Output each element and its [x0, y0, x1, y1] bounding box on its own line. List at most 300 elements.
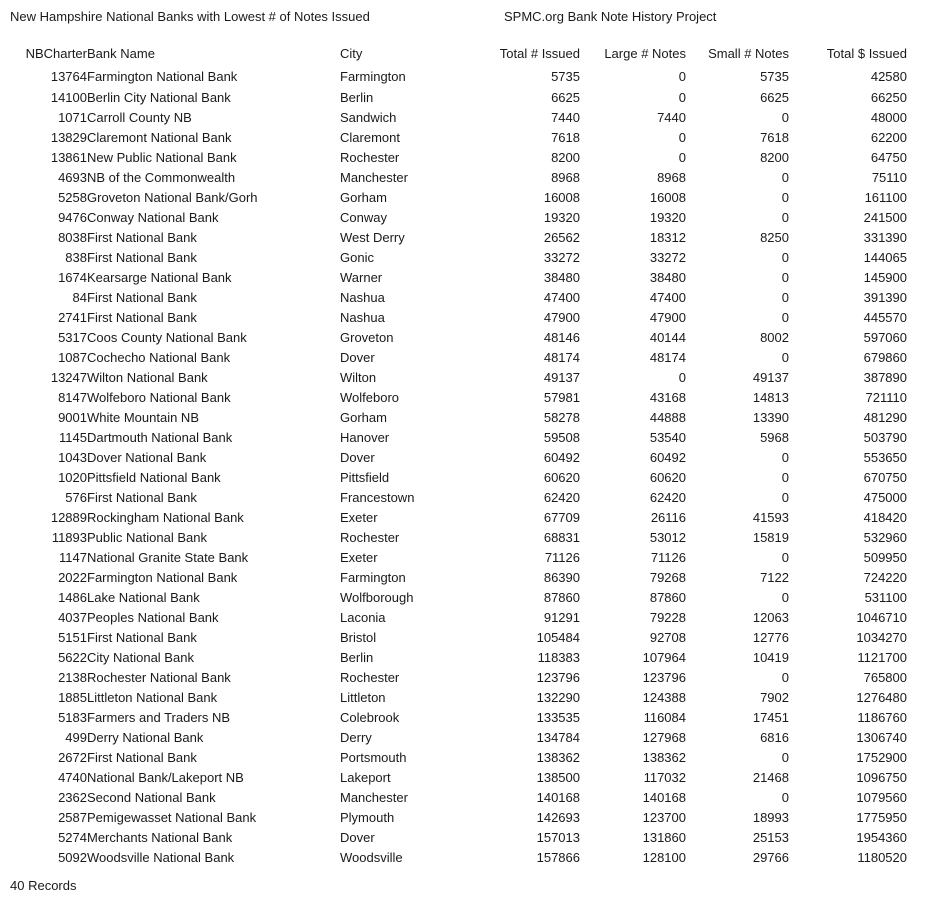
cell-small: 0	[781, 210, 789, 225]
cell-city: Gonic	[340, 250, 374, 265]
cell-charter: 5317	[58, 330, 87, 345]
cell-small: 0	[781, 790, 789, 805]
cell-large: 128100	[642, 850, 686, 865]
cell-charter: 838	[65, 250, 87, 265]
cell-small: 12063	[752, 610, 789, 625]
cell-large: 138362	[642, 750, 686, 765]
cell-large: 47900	[649, 310, 686, 325]
column-header-bank-name[interactable]: Bank Name	[87, 46, 155, 61]
cell-dollar: 62200	[870, 130, 907, 145]
cell-bank: Rochester National Bank	[87, 670, 231, 685]
cell-large: 7440	[657, 110, 686, 125]
cell-dollar: 1079560	[856, 790, 907, 805]
cell-small: 0	[781, 750, 789, 765]
cell-charter: 2362	[58, 790, 87, 805]
cell-total: 132290	[536, 690, 580, 705]
table-row[interactable]	[0, 808, 930, 828]
cell-large: 0	[678, 69, 686, 84]
cell-charter: 13829	[50, 130, 87, 145]
cell-dollar: 66250	[870, 90, 907, 105]
cell-small: 0	[781, 110, 789, 125]
cell-charter: 1043	[58, 450, 87, 465]
table-row[interactable]	[0, 528, 930, 548]
cell-city: Lakeport	[340, 770, 391, 785]
cell-total: 68831	[543, 530, 580, 545]
table-row[interactable]	[0, 308, 930, 328]
cell-spacer	[907, 268, 930, 288]
cell-dollar: 387890	[863, 370, 907, 385]
column-header-small-notes[interactable]: Small # Notes	[708, 46, 789, 61]
table-row[interactable]	[0, 768, 930, 788]
cell-total: 87860	[543, 590, 580, 605]
cell-charter: 576	[65, 490, 87, 505]
cell-spacer	[907, 168, 930, 188]
cell-bank: First National Bank	[87, 290, 197, 305]
cell-large: 53540	[649, 430, 686, 445]
table-row[interactable]	[0, 348, 930, 368]
cell-small: 10419	[752, 650, 789, 665]
cell-city: Berlin	[340, 90, 374, 105]
cell-total: 133535	[536, 710, 580, 725]
cell-total: 33272	[543, 250, 580, 265]
cell-large: 0	[678, 150, 686, 165]
cell-charter: 499	[65, 730, 87, 745]
cell-city: Exeter	[340, 510, 378, 525]
cell-small: 29766	[752, 850, 789, 865]
cell-small: 12776	[752, 630, 789, 645]
cell-total: 71126	[544, 550, 580, 565]
cell-small: 5735	[760, 69, 789, 84]
cell-dollar: 161100	[864, 190, 907, 205]
cell-spacer	[907, 708, 930, 728]
cell-city: Nashua	[340, 310, 385, 325]
cell-spacer	[907, 768, 930, 788]
cell-dollar: 531100	[864, 590, 907, 605]
cell-spacer	[907, 508, 930, 528]
cell-large: 131860	[642, 830, 686, 845]
cell-large: 87860	[649, 590, 686, 605]
cell-dollar: 1034270	[856, 630, 907, 645]
report-header	[0, 8, 930, 30]
cell-bank: Public National Bank	[87, 530, 207, 545]
cell-city: Gorham	[340, 410, 387, 425]
cell-bank: Derry National Bank	[87, 730, 204, 745]
cell-city: Francestown	[340, 490, 415, 505]
cell-bank: Dartmouth National Bank	[87, 430, 233, 445]
cell-charter: 2741	[58, 310, 87, 325]
cell-spacer	[907, 488, 930, 508]
table-row[interactable]	[0, 668, 930, 688]
cell-charter: 13764	[50, 69, 87, 84]
cell-dollar: 509950	[863, 550, 907, 565]
cell-charter: 5151	[58, 630, 87, 645]
cell-total: 57981	[543, 390, 580, 405]
cell-dollar: 1954360	[856, 830, 907, 845]
cell-city: Exeter	[340, 550, 378, 565]
cell-city: Colebrook	[340, 710, 400, 725]
cell-total: 26562	[543, 230, 580, 245]
table-row[interactable]	[0, 508, 930, 528]
cell-charter: 1020	[58, 470, 87, 485]
cell-spacer	[907, 468, 930, 488]
cell-large: 71126	[650, 550, 686, 565]
cell-total: 47900	[543, 310, 580, 325]
cell-spacer	[907, 228, 930, 248]
table-row[interactable]	[0, 108, 930, 128]
table-row[interactable]	[0, 64, 930, 88]
cell-charter: 1087	[58, 350, 87, 365]
cell-spacer	[907, 368, 930, 388]
cell-small: 0	[781, 290, 789, 305]
cell-bank: Claremont National Bank	[87, 130, 232, 145]
cell-small: 0	[781, 590, 789, 605]
cell-bank: First National Bank	[87, 250, 197, 265]
cell-bank: Groveton National Bank/Gorh	[87, 190, 258, 205]
cell-dollar: 1306740	[856, 730, 907, 745]
cell-small: 25153	[752, 830, 789, 845]
cell-total: 48174	[543, 350, 580, 365]
cell-large: 26116	[650, 510, 686, 525]
cell-city: Groveton	[340, 330, 394, 345]
cell-charter: 4740	[58, 770, 87, 785]
cell-city: Littleton	[340, 690, 386, 705]
cell-large: 47400	[649, 290, 686, 305]
cell-bank: Carroll County NB	[87, 110, 192, 125]
cell-city: Conway	[340, 210, 387, 225]
cell-small: 7902	[760, 690, 789, 705]
project-title: SPMC.org Bank Note History Project	[504, 9, 717, 24]
cell-spacer	[907, 148, 930, 168]
cell-city: Dover	[340, 350, 375, 365]
cell-spacer	[907, 568, 930, 588]
cell-spacer	[907, 388, 930, 408]
cell-total: 60492	[543, 450, 580, 465]
cell-spacer	[907, 808, 930, 828]
cell-dollar: 503790	[863, 430, 907, 445]
table-row[interactable]	[0, 228, 930, 248]
cell-city: Warner	[340, 270, 383, 285]
cell-large: 123700	[642, 810, 686, 825]
column-header-total-dollars[interactable]: Total $ Issued	[826, 46, 907, 61]
cell-dollar: 721110	[865, 390, 907, 405]
table-row[interactable]	[0, 728, 930, 748]
cell-total: 105484	[536, 630, 580, 645]
cell-small: 7122	[760, 570, 789, 585]
cell-large: 33272	[649, 250, 686, 265]
cell-large: 79268	[649, 570, 686, 585]
cell-city: Rochester	[340, 670, 400, 685]
cell-spacer	[907, 788, 930, 808]
column-header-nbcharter[interactable]: NBCharter	[25, 46, 87, 61]
cell-total: 48146	[543, 330, 580, 345]
cell-spacer	[907, 108, 930, 128]
cell-total: 118383	[537, 650, 580, 665]
cell-small: 0	[781, 670, 789, 685]
cell-dollar: 724220	[863, 570, 907, 585]
cell-large: 53012	[649, 530, 686, 545]
table-row[interactable]	[0, 608, 930, 628]
cell-city: Farmington	[340, 570, 406, 585]
cell-charter: 1145	[59, 430, 87, 445]
table-row[interactable]	[0, 788, 930, 808]
cell-charter: 2672	[58, 750, 87, 765]
cell-dollar: 1121700	[857, 650, 907, 665]
cell-bank: Second National Bank	[87, 790, 216, 805]
cell-total: 123796	[536, 670, 580, 685]
cell-spacer	[907, 448, 930, 468]
cell-dollar: 75110	[871, 170, 907, 185]
cell-charter: 1486	[58, 590, 87, 605]
cell-large: 140168	[642, 790, 686, 805]
table-row[interactable]	[0, 828, 930, 848]
cell-bank: Kearsarge National Bank	[87, 270, 232, 285]
cell-spacer	[907, 88, 930, 108]
cell-small: 49137	[752, 370, 789, 385]
cell-bank: Farmers and Traders NB	[87, 710, 231, 725]
cell-bank: Pittsfield National Bank	[87, 470, 221, 485]
cell-charter: 4693	[58, 170, 87, 185]
table-row[interactable]	[0, 448, 930, 468]
table-row[interactable]	[0, 368, 930, 388]
cell-spacer	[907, 288, 930, 308]
page-title: New Hampshire National Banks with Lowest # of Notes Issued	[10, 9, 370, 24]
cell-large: 127968	[642, 730, 686, 745]
cell-large: 0	[678, 90, 686, 105]
cell-small: 6625	[760, 90, 789, 105]
cell-small: 0	[781, 490, 789, 505]
cell-small: 0	[781, 470, 789, 485]
cell-spacer	[907, 64, 930, 88]
cell-bank: First National Bank	[87, 750, 197, 765]
cell-large: 117032	[643, 770, 686, 785]
cell-spacer	[907, 728, 930, 748]
cell-charter: 84	[72, 290, 87, 305]
cell-bank: Dover National Bank	[87, 450, 207, 465]
cell-dollar: 597060	[863, 330, 907, 345]
cell-spacer	[907, 548, 930, 568]
cell-city: Wolfeboro	[340, 390, 400, 405]
cell-city: Portsmouth	[340, 750, 407, 765]
cell-dollar: 1180520	[857, 850, 907, 865]
table-row[interactable]	[0, 128, 930, 148]
cell-bank: Pemigewasset National Bank	[87, 810, 257, 825]
cell-large: 44888	[649, 410, 686, 425]
cell-bank: Merchants National Bank	[87, 830, 233, 845]
cell-total: 19320	[543, 210, 580, 225]
cell-large: 16008	[649, 190, 686, 205]
cell-charter: 1071	[58, 110, 87, 125]
cell-total: 58278	[543, 410, 580, 425]
cell-small: 8002	[760, 330, 789, 345]
cell-charter: 5092	[58, 850, 87, 865]
cell-total: 59508	[543, 430, 580, 445]
cell-total: 138362	[536, 750, 580, 765]
cell-small: 0	[781, 450, 789, 465]
cell-large: 116084	[643, 710, 686, 725]
cell-total: 134784	[536, 730, 580, 745]
cell-small: 41593	[752, 510, 789, 525]
cell-bank: Berlin City National Bank	[87, 90, 231, 105]
cell-charter: 8147	[58, 390, 87, 405]
cell-dollar: 765800	[863, 670, 907, 685]
cell-spacer	[907, 628, 930, 648]
cell-total: 7618	[551, 130, 580, 145]
cell-small: 8200	[760, 150, 789, 165]
cell-bank: Cochecho National Bank	[87, 350, 231, 365]
table-row[interactable]	[0, 848, 930, 868]
cell-total: 86390	[543, 570, 580, 585]
table-row[interactable]	[0, 148, 930, 168]
cell-city: Manchester	[340, 170, 408, 185]
cell-large: 48174	[649, 350, 686, 365]
cell-small: 8250	[760, 230, 789, 245]
cell-large: 8968	[657, 170, 686, 185]
cell-spacer	[907, 428, 930, 448]
cell-bank: Coos County National Bank	[87, 330, 247, 345]
cell-charter: 2587	[58, 810, 87, 825]
cell-spacer	[907, 668, 930, 688]
cell-bank: Wilton National Bank	[87, 370, 208, 385]
table-row[interactable]	[0, 568, 930, 588]
table-row[interactable]	[0, 408, 930, 428]
cell-city: Plymouth	[340, 810, 395, 825]
cell-small: 13390	[752, 410, 789, 425]
table-header-row	[0, 44, 930, 64]
table-row[interactable]	[0, 588, 930, 608]
cell-spacer	[907, 188, 930, 208]
cell-dollar: 1096750	[856, 770, 907, 785]
cell-charter: 9476	[58, 210, 87, 225]
cell-spacer	[907, 608, 930, 628]
table-row[interactable]	[0, 328, 930, 348]
cell-small: 15819	[752, 530, 789, 545]
cell-small: 6816	[760, 730, 789, 745]
table-row[interactable]	[0, 548, 930, 568]
column-header-large-notes[interactable]: Large # Notes	[604, 46, 686, 61]
cell-charter: 4037	[58, 610, 87, 625]
cell-bank: National Bank/Lakeport NB	[87, 770, 244, 785]
cell-spacer	[907, 528, 930, 548]
cell-large: 60620	[649, 470, 686, 485]
cell-total: 140168	[536, 790, 580, 805]
cell-total: 138500	[536, 770, 580, 785]
table-row[interactable]	[0, 268, 930, 288]
cell-charter: 11893	[51, 530, 87, 545]
cell-bank: Farmington National Bank	[87, 570, 238, 585]
cell-large: 0	[678, 370, 686, 385]
cell-bank: Peoples National Bank	[87, 610, 219, 625]
cell-charter: 12889	[50, 510, 87, 525]
cell-small: 17451	[752, 710, 789, 725]
cell-city: Berlin	[340, 650, 374, 665]
cell-city: Rochester	[340, 530, 400, 545]
cell-dollar: 553650	[863, 450, 907, 465]
table-row[interactable]	[0, 168, 930, 188]
cell-city: Gorham	[340, 190, 387, 205]
table-row[interactable]	[0, 488, 930, 508]
cell-charter: 1885	[58, 690, 87, 705]
table-row[interactable]	[0, 288, 930, 308]
cell-dollar: 1775950	[856, 810, 907, 825]
cell-charter: 5622	[58, 650, 87, 665]
cell-bank: White Mountain NB	[87, 410, 199, 425]
cell-charter: 2022	[58, 570, 87, 585]
table-row[interactable]	[0, 708, 930, 728]
table-row[interactable]	[0, 428, 930, 448]
table-row[interactable]	[0, 208, 930, 228]
table-row[interactable]	[0, 188, 930, 208]
cell-spacer	[907, 848, 930, 868]
cell-bank: City National Bank	[87, 650, 194, 665]
cell-spacer	[907, 308, 930, 328]
bank-notes-table	[0, 44, 930, 868]
cell-total: 62420	[543, 490, 580, 505]
cell-dollar: 679860	[863, 350, 907, 365]
cell-city: Dover	[340, 830, 375, 845]
cell-small: 0	[781, 250, 789, 265]
cell-charter: 5258	[58, 190, 87, 205]
cell-dollar: 532960	[863, 530, 907, 545]
cell-large: 107964	[642, 650, 686, 665]
cell-city: Laconia	[340, 610, 386, 625]
cell-small: 0	[781, 190, 789, 205]
table-row[interactable]	[0, 88, 930, 108]
cell-dollar: 1046710	[856, 610, 907, 625]
cell-small: 0	[781, 310, 789, 325]
cell-small: 0	[781, 350, 789, 365]
cell-bank: Farmington National Bank	[87, 69, 238, 84]
cell-spacer	[907, 328, 930, 348]
cell-total: 157013	[536, 830, 580, 845]
cell-city: Manchester	[340, 790, 408, 805]
cell-dollar: 42580	[870, 69, 907, 84]
table-row[interactable]	[0, 388, 930, 408]
cell-city: Bristol	[340, 630, 377, 645]
cell-city: Pittsfield	[340, 470, 390, 485]
column-header-total-issued[interactable]: Total # Issued	[499, 46, 580, 61]
cell-large: 79228	[649, 610, 686, 625]
cell-city: Claremont	[340, 130, 400, 145]
cell-small: 5968	[760, 430, 789, 445]
cell-city: Sandwich	[340, 110, 397, 125]
cell-total: 49137	[543, 370, 580, 385]
table-body	[0, 64, 930, 868]
table-row[interactable]	[0, 688, 930, 708]
cell-dollar: 391390	[863, 290, 907, 305]
cell-city: Nashua	[340, 290, 385, 305]
cell-dollar: 241500	[863, 210, 907, 225]
cell-total: 91291	[543, 610, 580, 625]
cell-dollar: 145900	[863, 270, 907, 285]
cell-total: 47400	[543, 290, 580, 305]
cell-dollar: 331390	[863, 230, 907, 245]
cell-dollar: 475000	[863, 490, 907, 505]
table-row[interactable]	[0, 248, 930, 268]
table-row[interactable]	[0, 648, 930, 668]
cell-charter: 8038	[58, 230, 87, 245]
table-row[interactable]	[0, 468, 930, 488]
cell-small: 14813	[752, 390, 789, 405]
cell-small: 7618	[760, 130, 789, 145]
cell-total: 142693	[536, 810, 580, 825]
table-row[interactable]	[0, 628, 930, 648]
cell-total: 38480	[543, 270, 580, 285]
cell-city: West Derry	[340, 230, 405, 245]
cell-city: Hanover	[340, 430, 390, 445]
cell-charter: 13247	[50, 370, 87, 385]
column-header-city[interactable]: City	[340, 46, 363, 61]
table-row[interactable]	[0, 748, 930, 768]
